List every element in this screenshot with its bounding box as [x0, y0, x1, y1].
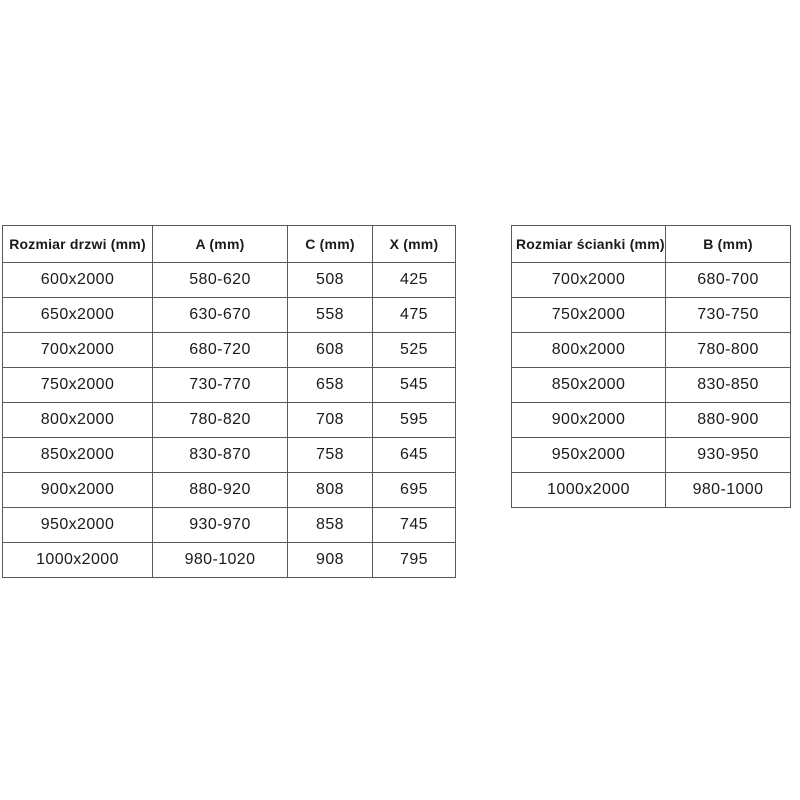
- table-row: [3, 438, 456, 473]
- table-cell: 1000x2000: [3, 543, 153, 578]
- table-cell: 525: [373, 333, 456, 368]
- table-cell: 558: [288, 298, 373, 333]
- table-cell: 475: [373, 298, 456, 333]
- table-cell: 930-950: [666, 438, 791, 473]
- table-cell: 750x2000: [3, 368, 153, 403]
- table-cell: 950x2000: [512, 438, 666, 473]
- table-cell: 695: [373, 473, 456, 508]
- table-cell: 750x2000: [512, 298, 666, 333]
- table-cell: 700x2000: [512, 263, 666, 298]
- table-row: [3, 473, 456, 508]
- table-row: [512, 368, 791, 403]
- table-cell: 730-750: [666, 298, 791, 333]
- table-cell: 830-850: [666, 368, 791, 403]
- table-cell: 830-870: [153, 438, 288, 473]
- wall-size-table: [511, 225, 791, 508]
- table-cell: 908: [288, 543, 373, 578]
- table-cell: 808: [288, 473, 373, 508]
- table-cell: 508: [288, 263, 373, 298]
- table-cell: 580-620: [153, 263, 288, 298]
- column-header-a: A (mm): [153, 226, 288, 263]
- table-row: [512, 403, 791, 438]
- table-row: [3, 543, 456, 578]
- table-cell: 680-700: [666, 263, 791, 298]
- table-cell: 800x2000: [512, 333, 666, 368]
- table-cell: 630-670: [153, 298, 288, 333]
- column-header-x: X (mm): [373, 226, 456, 263]
- table-row: [512, 333, 791, 368]
- table-cell: 980-1020: [153, 543, 288, 578]
- table-cell: 800x2000: [3, 403, 153, 438]
- table-row: [3, 333, 456, 368]
- doors-table-header-row: [3, 226, 456, 263]
- table-row: [3, 298, 456, 333]
- table-cell: 600x2000: [3, 263, 153, 298]
- table-cell: 850x2000: [3, 438, 153, 473]
- table-cell: 608: [288, 333, 373, 368]
- table-row: [3, 368, 456, 403]
- table-cell: 730-770: [153, 368, 288, 403]
- table-cell: 658: [288, 368, 373, 403]
- table-cell: 700x2000: [3, 333, 153, 368]
- wall-table-header-row: [512, 226, 791, 263]
- table-cell: 645: [373, 438, 456, 473]
- table-cell: 858: [288, 508, 373, 543]
- column-header-c: C (mm): [288, 226, 373, 263]
- doors-size-table: [2, 225, 456, 578]
- table-cell: 780-820: [153, 403, 288, 438]
- table-cell: 780-800: [666, 333, 791, 368]
- table-cell: 708: [288, 403, 373, 438]
- table-cell: 595: [373, 403, 456, 438]
- table-row: [512, 298, 791, 333]
- table-cell: 950x2000: [3, 508, 153, 543]
- column-header-b: B (mm): [666, 226, 791, 263]
- table-row: [3, 263, 456, 298]
- table-cell: 425: [373, 263, 456, 298]
- table-cell: 900x2000: [512, 403, 666, 438]
- table-cell: 850x2000: [512, 368, 666, 403]
- table-cell: 930-970: [153, 508, 288, 543]
- column-header-wall-size: Rozmiar ścianki (mm): [512, 226, 666, 263]
- table-cell: 745: [373, 508, 456, 543]
- table-cell: 880-920: [153, 473, 288, 508]
- table-cell: 1000x2000: [512, 473, 666, 508]
- table-cell: 680-720: [153, 333, 288, 368]
- table-cell: 880-900: [666, 403, 791, 438]
- table-cell: 795: [373, 543, 456, 578]
- table-row: [512, 438, 791, 473]
- table-cell: 650x2000: [3, 298, 153, 333]
- table-cell: 545: [373, 368, 456, 403]
- table-row: [3, 508, 456, 543]
- column-header-door-size: Rozmiar drzwi (mm): [3, 226, 153, 263]
- table-cell: 900x2000: [3, 473, 153, 508]
- table-cell: 980-1000: [666, 473, 791, 508]
- table-row: [512, 473, 791, 508]
- table-cell: 758: [288, 438, 373, 473]
- table-row: [3, 403, 456, 438]
- table-row: [512, 263, 791, 298]
